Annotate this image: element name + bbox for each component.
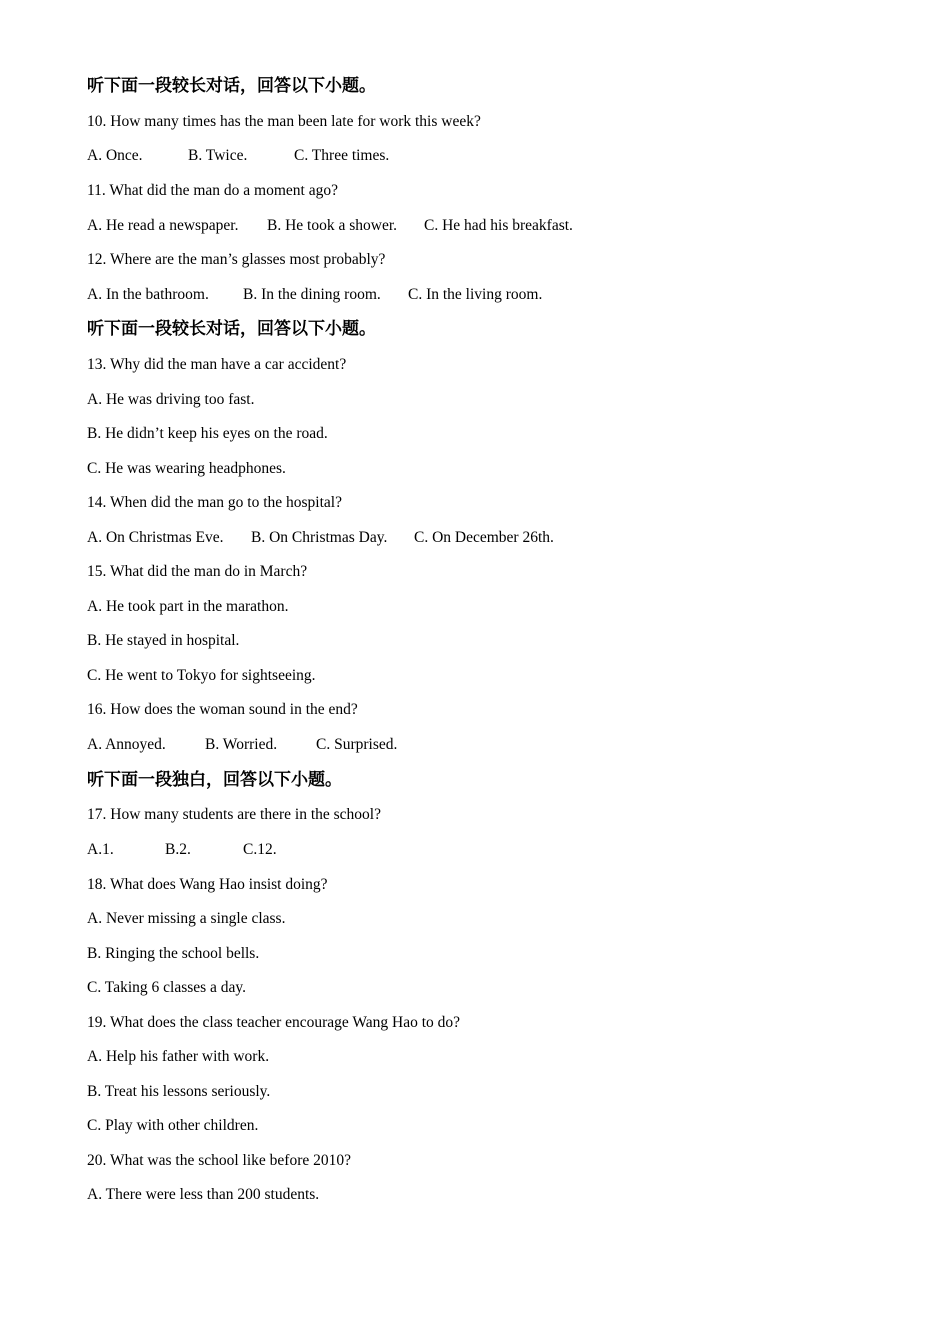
option-b: B. Twice. <box>188 147 248 164</box>
question-stem: 11. What did the man do a moment ago? <box>87 182 338 199</box>
option-c: C. Surprised. <box>316 736 398 753</box>
question-stem: 10. How many times has the man been late for work this week? <box>87 113 481 130</box>
option-a: A. He took part in the marathon. <box>87 598 289 615</box>
question-stem: 19. What does the class teacher encourage Wang Hao to do? <box>87 1014 461 1031</box>
option-a: A. There were less than 200 students. <box>87 1186 320 1203</box>
section-heading: 听下面一段较长对话，回答以下小题。 <box>87 76 376 96</box>
question-stem: 17. How many students are there in the school? <box>87 806 381 823</box>
section-heading: 听下面一段独白，回答以下小题。 <box>87 770 342 790</box>
option-b: B. He took a shower. <box>267 217 398 234</box>
option-c: C. He went to Tokyo for sightseeing. <box>87 667 316 684</box>
option-a: A. Annoyed. <box>87 736 166 753</box>
option-b: B. He didn’t keep his eyes on the road. <box>87 425 328 442</box>
option-row <box>87 285 647 305</box>
option-b: B. Ringing the school bells. <box>87 945 260 962</box>
question-stem: 12. Where are the man’s glasses most probably? <box>87 251 386 268</box>
question-stem: 20. What was the school like before 2010? <box>87 1152 351 1169</box>
option-a: A. Once. <box>87 147 143 164</box>
option-c: C.12. <box>243 841 277 858</box>
question-stem: 18. What does Wang Hao insist doing? <box>87 876 328 893</box>
section-heading: 听下面一段较长对话，回答以下小题。 <box>87 319 376 339</box>
option-b: B. Worried. <box>205 736 278 753</box>
option-b: B. In the dining room. <box>243 286 381 303</box>
option-a: A. He read a newspaper. <box>87 217 239 234</box>
option-c: C. He was wearing headphones. <box>87 460 286 477</box>
option-a: A.1. <box>87 841 114 858</box>
option-c: C. He had his breakfast. <box>424 217 573 234</box>
option-b: B. On Christmas Day. <box>251 529 388 546</box>
option-a: A. Never missing a single class. <box>87 910 286 927</box>
question-stem: 15. What did the man do in March? <box>87 563 308 580</box>
option-c: C. Taking 6 classes a day. <box>87 979 247 996</box>
option-c: C. On December 26th. <box>414 529 554 546</box>
question-stem: 13. Why did the man have a car accident? <box>87 356 347 373</box>
option-row <box>87 840 387 860</box>
option-row <box>87 216 647 236</box>
option-b: B. Treat his lessons seriously. <box>87 1083 271 1100</box>
question-stem: 14. When did the man go to the hospital? <box>87 494 342 511</box>
question-stem: 16. How does the woman sound in the end? <box>87 701 358 718</box>
option-row <box>87 146 487 166</box>
option-a: A. In the bathroom. <box>87 286 209 303</box>
option-b: B. He stayed in hospital. <box>87 632 240 649</box>
option-a: A. He was driving too fast. <box>87 391 255 408</box>
option-row <box>87 735 487 755</box>
option-a: A. Help his father with work. <box>87 1048 270 1065</box>
option-row <box>87 528 647 548</box>
option-a: A. On Christmas Eve. <box>87 529 224 546</box>
option-c: C. Three times. <box>294 147 390 164</box>
option-c: C. In the living room. <box>408 286 543 303</box>
option-b: B.2. <box>165 841 191 858</box>
option-c: C. Play with other children. <box>87 1117 259 1134</box>
